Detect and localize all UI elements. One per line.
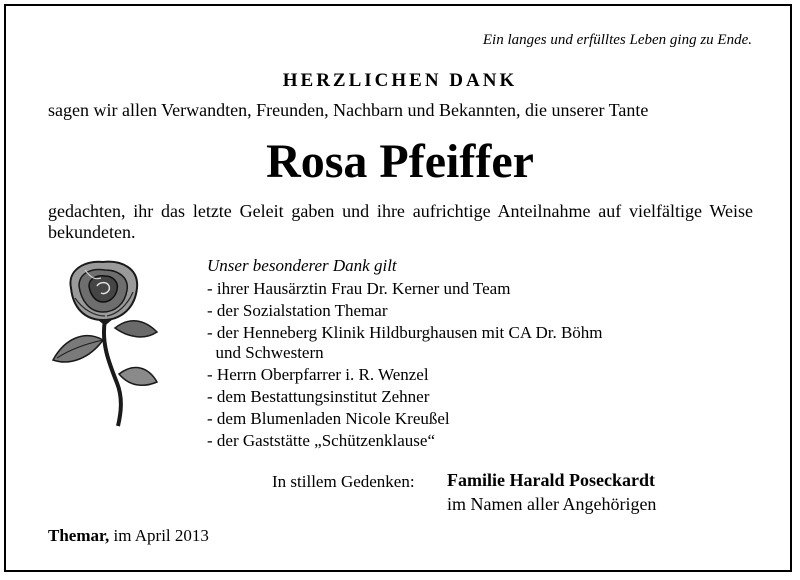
place: Themar, — [48, 526, 110, 545]
thanks-list — [207, 279, 603, 451]
list-item: - der Sozialstation Themar — [207, 301, 388, 320]
place-date — [48, 526, 209, 546]
family-subline: im Namen aller Angehörigen — [447, 494, 657, 514]
intro-text: sagen wir allen Verwandten, Freunden, Nachbarn und Bekannten, die unserer Tante — [48, 100, 649, 120]
motto: Ein langes und erfülltes Leben ging zu Ende. — [482, 32, 752, 48]
list-item: - der Henneberg Klinik Hildburghausen mit CA Dr. Böhm — [207, 323, 603, 342]
heading: HERZLICHEN DANK — [282, 70, 518, 91]
list-item: - Herrn Oberpfarrer i. R. Wenzel — [207, 365, 429, 384]
body-text: gedachten, ihr das letzte Geleit gaben und ihre aufrichtige Anteilnahme auf vielfältige Weise bekundeten. — [48, 201, 753, 242]
memorial-label: In stillem Gedenken: — [272, 472, 415, 491]
thanks-intro: Unser besonderer Dank gilt — [207, 256, 397, 275]
deceased-name: Rosa Pfeiffer — [266, 135, 534, 188]
list-item: - dem Bestattungsinstitut Zehner — [207, 387, 430, 406]
list-item: - dem Blumenladen Nicole Kreußel — [207, 409, 450, 428]
family-name: Familie Harald Poseckardt — [447, 470, 655, 490]
date: im April 2013 — [109, 526, 209, 545]
list-item: - ihrer Hausärztin Frau Dr. Kerner und Team — [207, 279, 511, 298]
rose-icon — [45, 258, 160, 428]
list-item: und Schwestern — [207, 343, 324, 362]
list-item: - der Gaststätte „Schützenklause“ — [207, 431, 435, 450]
